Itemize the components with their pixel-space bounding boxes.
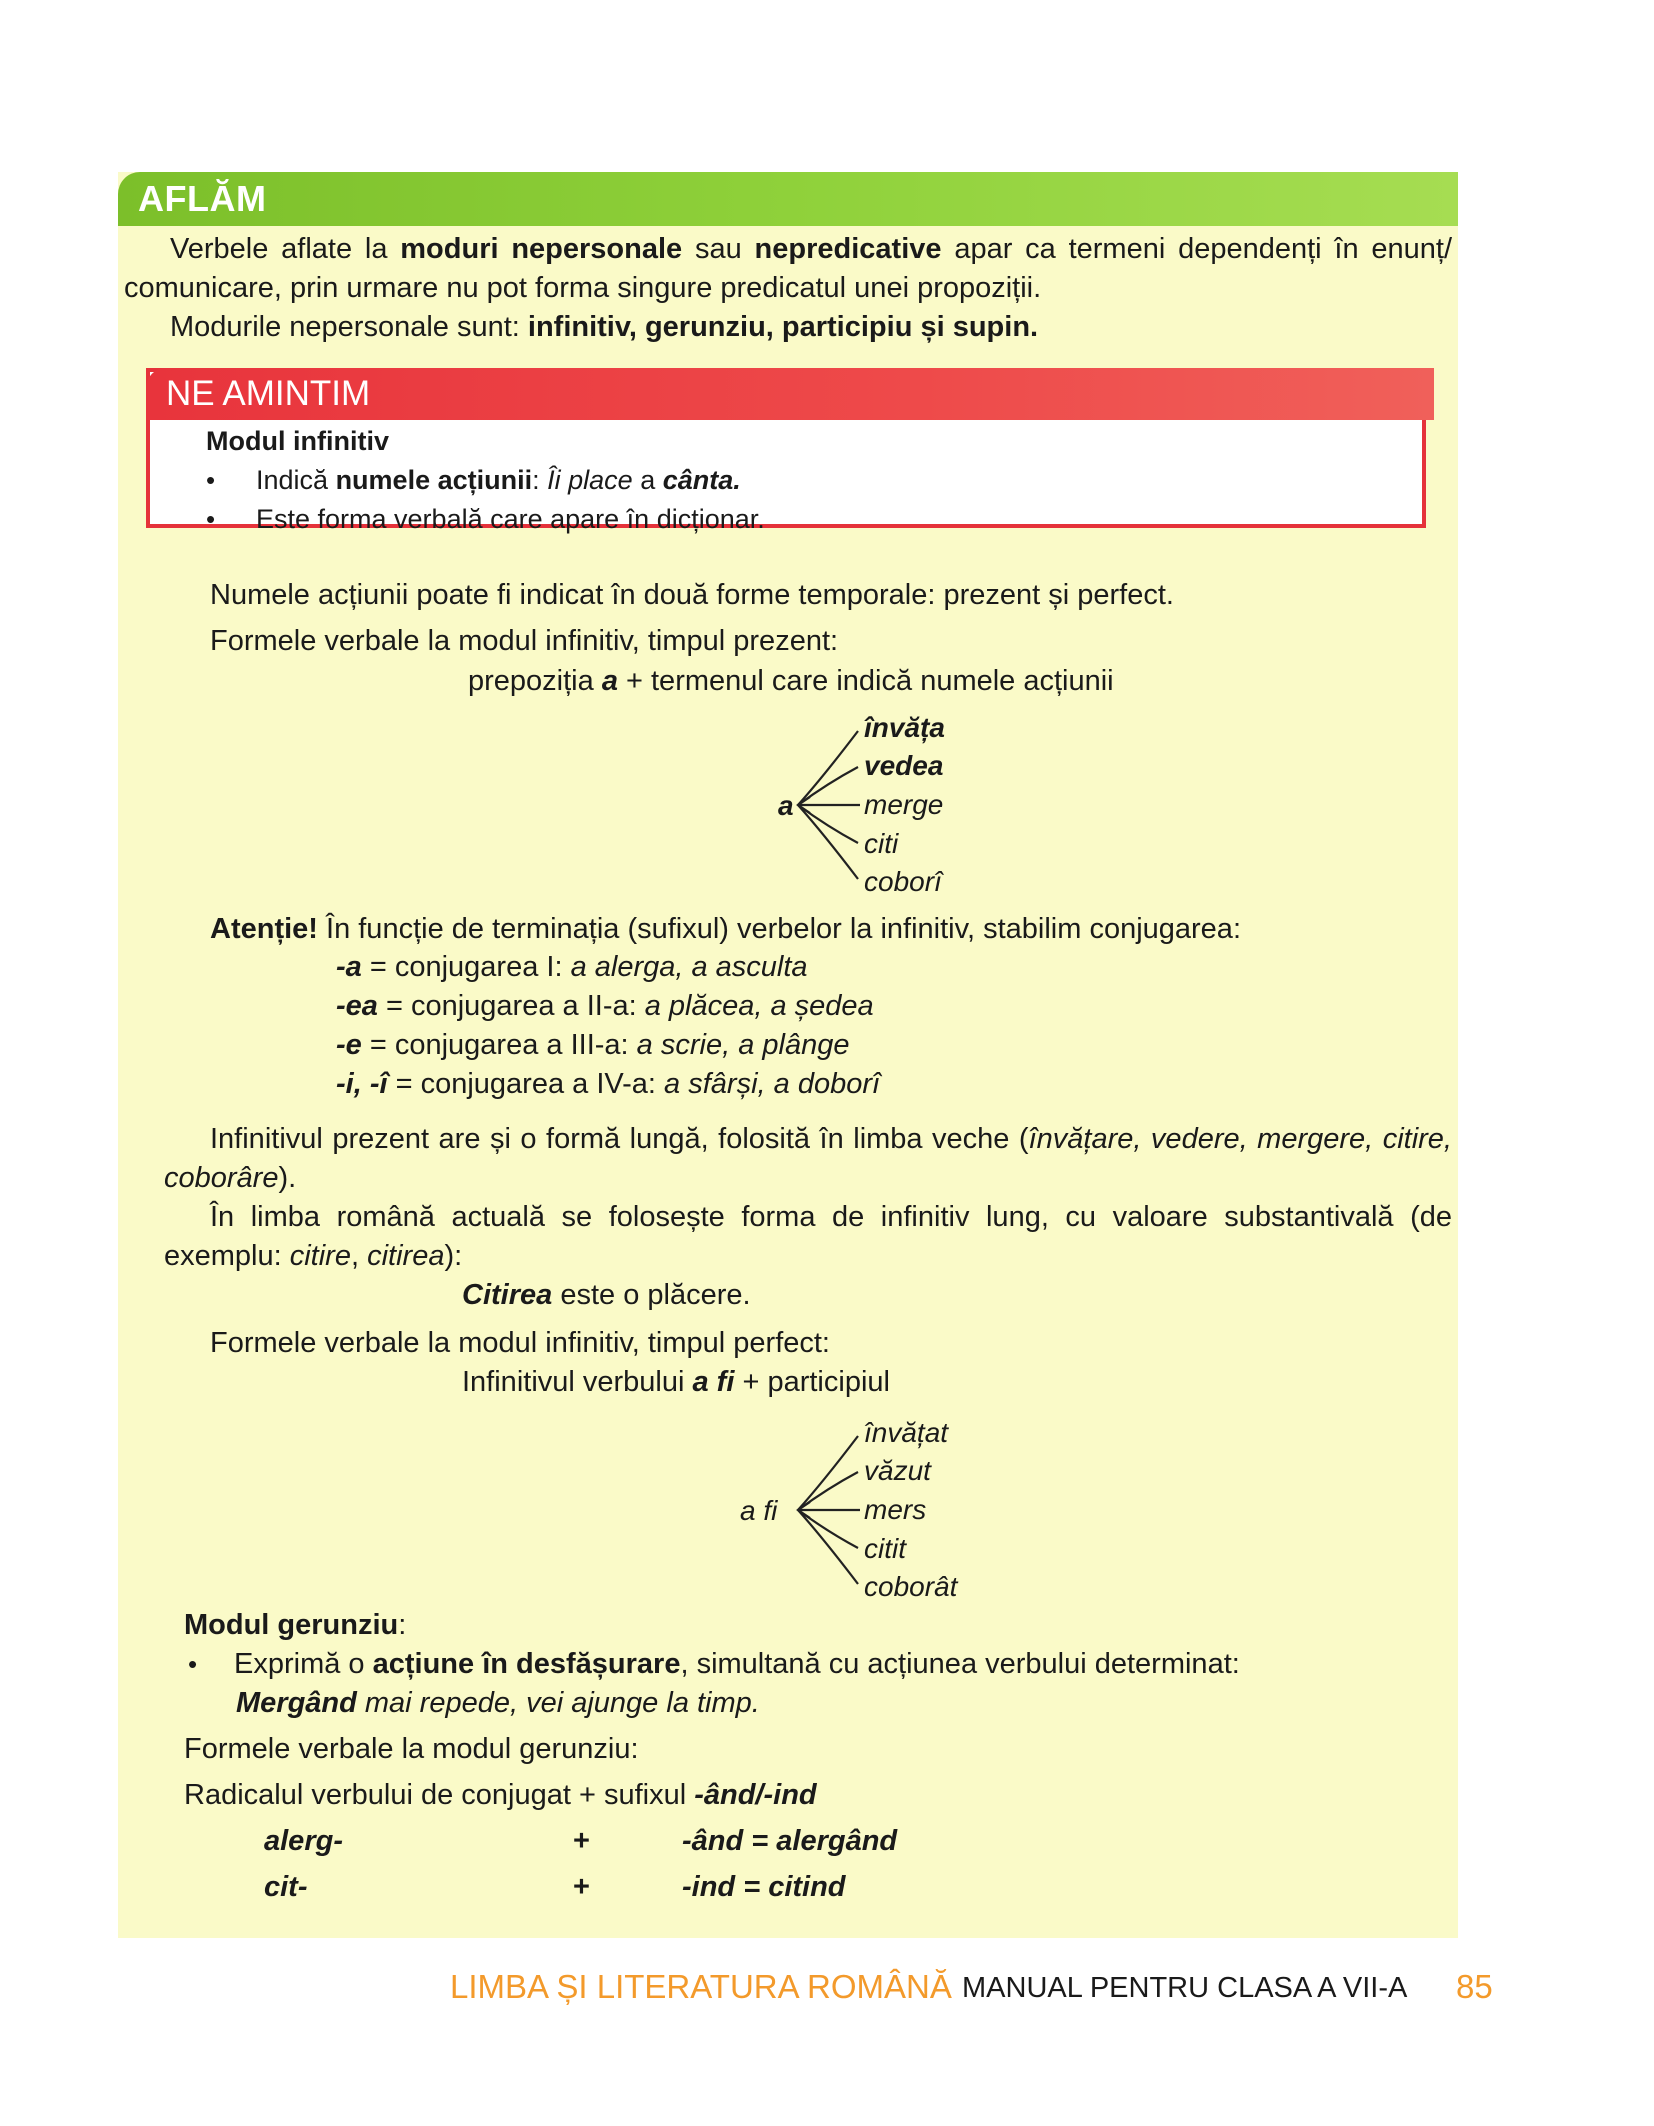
conjugation-row: -ea = conjugarea a II-a: a plăcea, a ședea <box>336 990 874 1022</box>
ne-amintim-box <box>146 368 1426 534</box>
footer-manual: MANUAL PENTRU CLASA A VII-A <box>962 1972 1408 2004</box>
gerunziu-stem: alerg- <box>264 1825 343 1857</box>
page-number: 85 <box>1456 1968 1493 2005</box>
tree-item: coborî <box>864 866 942 897</box>
intro-line-3: Modurile nepersonale sunt: infinitiv, gerunziu, participiu și supin. <box>170 311 1039 343</box>
infinitive-p2: Formele verbale la modul infinitiv, timpul prezent: <box>210 625 839 657</box>
tree-item: învăța <box>864 712 945 743</box>
bullet-2: • <box>206 504 216 534</box>
gerunziu-result: -ând = alergând <box>682 1825 898 1857</box>
tree-branch-5 <box>798 805 858 879</box>
tree-branch-1 <box>798 731 858 805</box>
infinitive-bullet-2: Este forma verbală care apare în dicționar. <box>256 504 765 534</box>
tree-item: mers <box>864 1494 927 1525</box>
tree-item: văzut <box>864 1455 931 1486</box>
conjugation-row: -i, -î = conjugarea a IV-a: a sfârși, a doborî <box>336 1068 881 1100</box>
gerunziu-heading: Modul gerunziu: <box>184 1609 407 1641</box>
atentie-line: Atenție! În funcție de terminația (sufixul) verbelor la infinitiv, stabilim conjugarea: <box>210 913 1241 945</box>
perfect-intro: Formele verbale la modul infinitiv, timpul perfect: <box>210 1327 830 1359</box>
gerunziu-bullet: • <box>188 1649 198 1679</box>
conjugation-row: -a = conjugarea I: a alerga, a asculta <box>336 951 808 983</box>
tree-branch-1 <box>798 1436 858 1510</box>
perfect-formula: Infinitivul verbului a fi + participiul <box>462 1366 890 1398</box>
gerunziu-radical: Radicalul verbului de conjugat + sufixul -ând/-ind <box>184 1779 817 1811</box>
perfect-tree <box>658 1417 978 1602</box>
long-infinitive-line-1: Infinitivul prezent are și o formă lungă, folosită în limba veche (învățare, vedere, mergere, citire, <box>210 1123 1452 1155</box>
tree-root: a <box>778 790 794 821</box>
long-infinitive-line-2: coborâre). <box>164 1162 297 1194</box>
infinitive-heading: Modul infinitiv <box>206 426 389 456</box>
aflam-title: AFLĂM <box>138 178 267 219</box>
ne-amintim-header <box>146 368 1434 420</box>
tree-item: citi <box>864 828 899 859</box>
aflam-header <box>118 172 1458 226</box>
tree-item: citit <box>864 1533 906 1564</box>
tree-item: învățat <box>864 1417 949 1448</box>
tree-item: merge <box>864 789 944 820</box>
conjugation-row: -e = conjugarea a III-a: a scrie, a plânge <box>336 1029 850 1061</box>
gerunziu-plus: + <box>573 1825 590 1857</box>
actual-line-1: În limba română actuală se folosește forma de infinitiv lung, cu valoare substantivală (de <box>210 1201 1452 1233</box>
gerunziu-stem: cit- <box>264 1871 308 1903</box>
gerunziu-result: -ind = citind <box>682 1871 846 1903</box>
infinitive-tree <box>678 712 978 897</box>
gerunziu-bullet-1: Exprimă o acțiune în desfășurare, simultană cu acțiunea verbului determinat: <box>234 1648 1240 1680</box>
example-sentence: Citirea este o plăcere. <box>462 1279 751 1311</box>
intro-line-1: Verbele aflate la moduri nepersonale sau nepredicative apar ca termeni dependenți în enunț/ <box>170 233 1453 265</box>
actual-line-2: exemplu: citire, citirea): <box>164 1240 463 1272</box>
infinitive-bullet-1: Indică numele acțiunii: Îi place a cânta. <box>256 465 741 495</box>
gerunziu-plus: + <box>573 1871 590 1903</box>
gerunziu-forms-intro: Formele verbale la modul gerunziu: <box>184 1733 639 1765</box>
ne-amintim-title: NE AMINTIM <box>166 374 371 413</box>
bullet-1: • <box>206 465 216 495</box>
tree-item: vedea <box>864 750 944 781</box>
footer-subject: LIMBA ȘI LITERATURA ROMÂNĂ <box>450 1968 952 2005</box>
tree-item: coborât <box>864 1571 958 1602</box>
aflam-panel <box>118 172 1458 1938</box>
gerunziu-example: Mergând mai repede, vei ajunge la timp. <box>236 1687 760 1719</box>
infinitive-p1: Numele acțiunii poate fi indicat în două forme temporale: prezent și perfect. <box>210 579 1174 611</box>
intro-line-2: comunicare, prin urmare nu pot forma singure predicatul unei propoziții. <box>124 272 1042 304</box>
tree-branch-5 <box>798 1510 858 1584</box>
infinitive-formula: prepoziția a + termenul care indică numele acțiunii <box>468 665 1114 697</box>
tree-root: a fi <box>740 1495 778 1526</box>
